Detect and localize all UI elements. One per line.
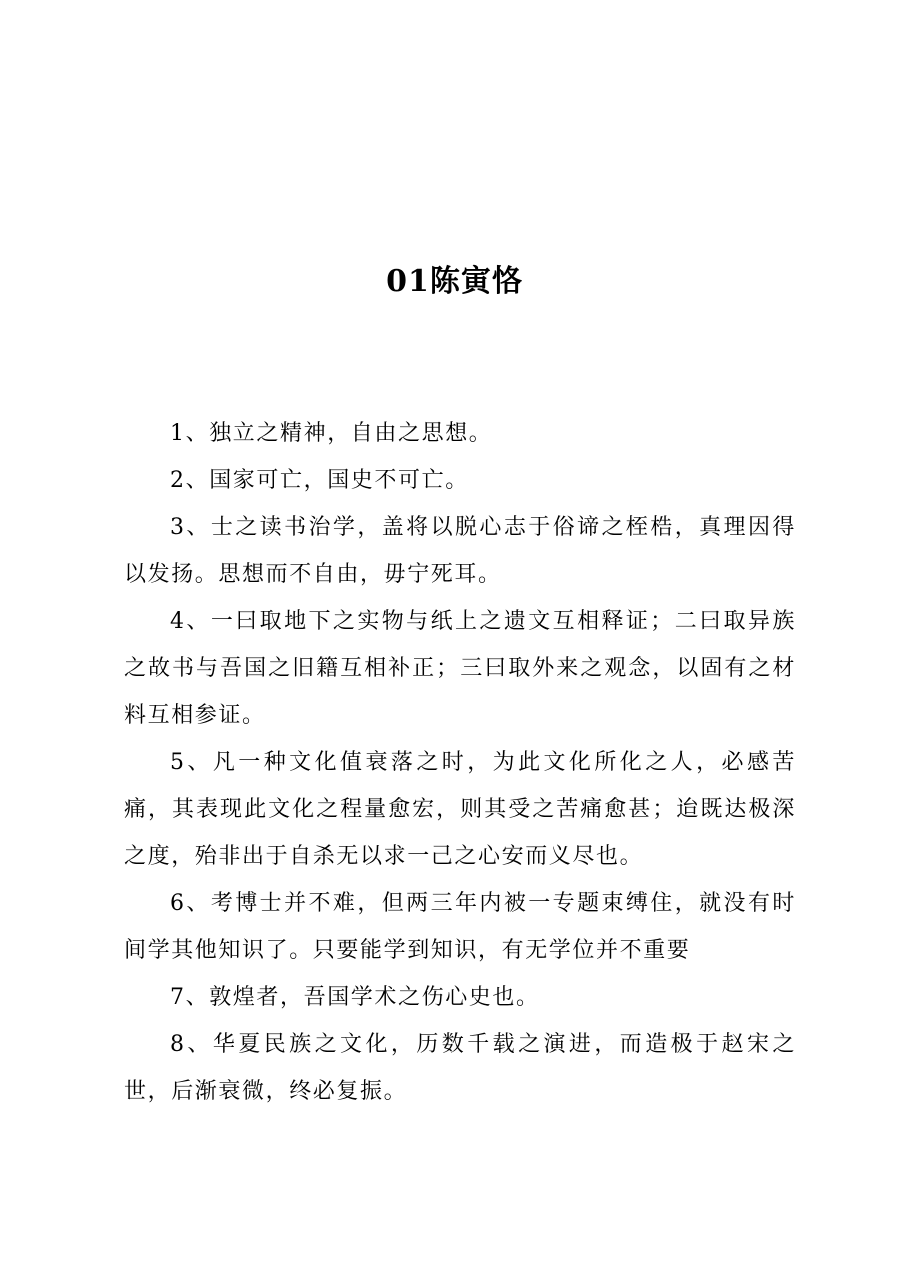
quote-paragraph-8: 8、华夏民族之文化，历数千载之演进，而造极于赵宋之世，后渐衰微，终必复振。 [124,1032,796,1104]
quote-paragraph-2: 2、国家可亡，国史不可亡。 [170,468,469,493]
quote-paragraph-1: 1、独立之精神，自由之思想。 [170,421,493,446]
quote-paragraph-6: 6、考博士并不难，但两三年内被一专题束缚住，就没有时间学其他知识了。只要能学到知识，有无学位并不重要 [124,891,796,963]
quote-paragraph-4: 4、一曰取地下之实物与纸上之遗文互相释证；二曰取异族之故书与吾国之旧籍互相补正；三曰取外来之观念，以固有之材料互相参证。 [124,609,796,728]
quote-list [124,410,796,1115]
quote-paragraph-5: 5、凡一种文化值衰落之时，为此文化所化之人，必感苦痛，其表现此文化之程量愈宏，则其受之苦痛愈甚；迨既达极深之度，殆非出于自杀无以求一己之心安而义尽也。 [124,750,796,869]
quote-paragraph-7: 7、敦煌者，吾国学术之伤心史也。 [170,985,540,1010]
quote-paragraph-3: 3、士之读书治学，盖将以脱心志于俗谛之桎梏，真理因得以发扬。思想而不自由，毋宁死耳。 [124,515,796,587]
page-title: 01陈寅恪 [386,264,523,299]
